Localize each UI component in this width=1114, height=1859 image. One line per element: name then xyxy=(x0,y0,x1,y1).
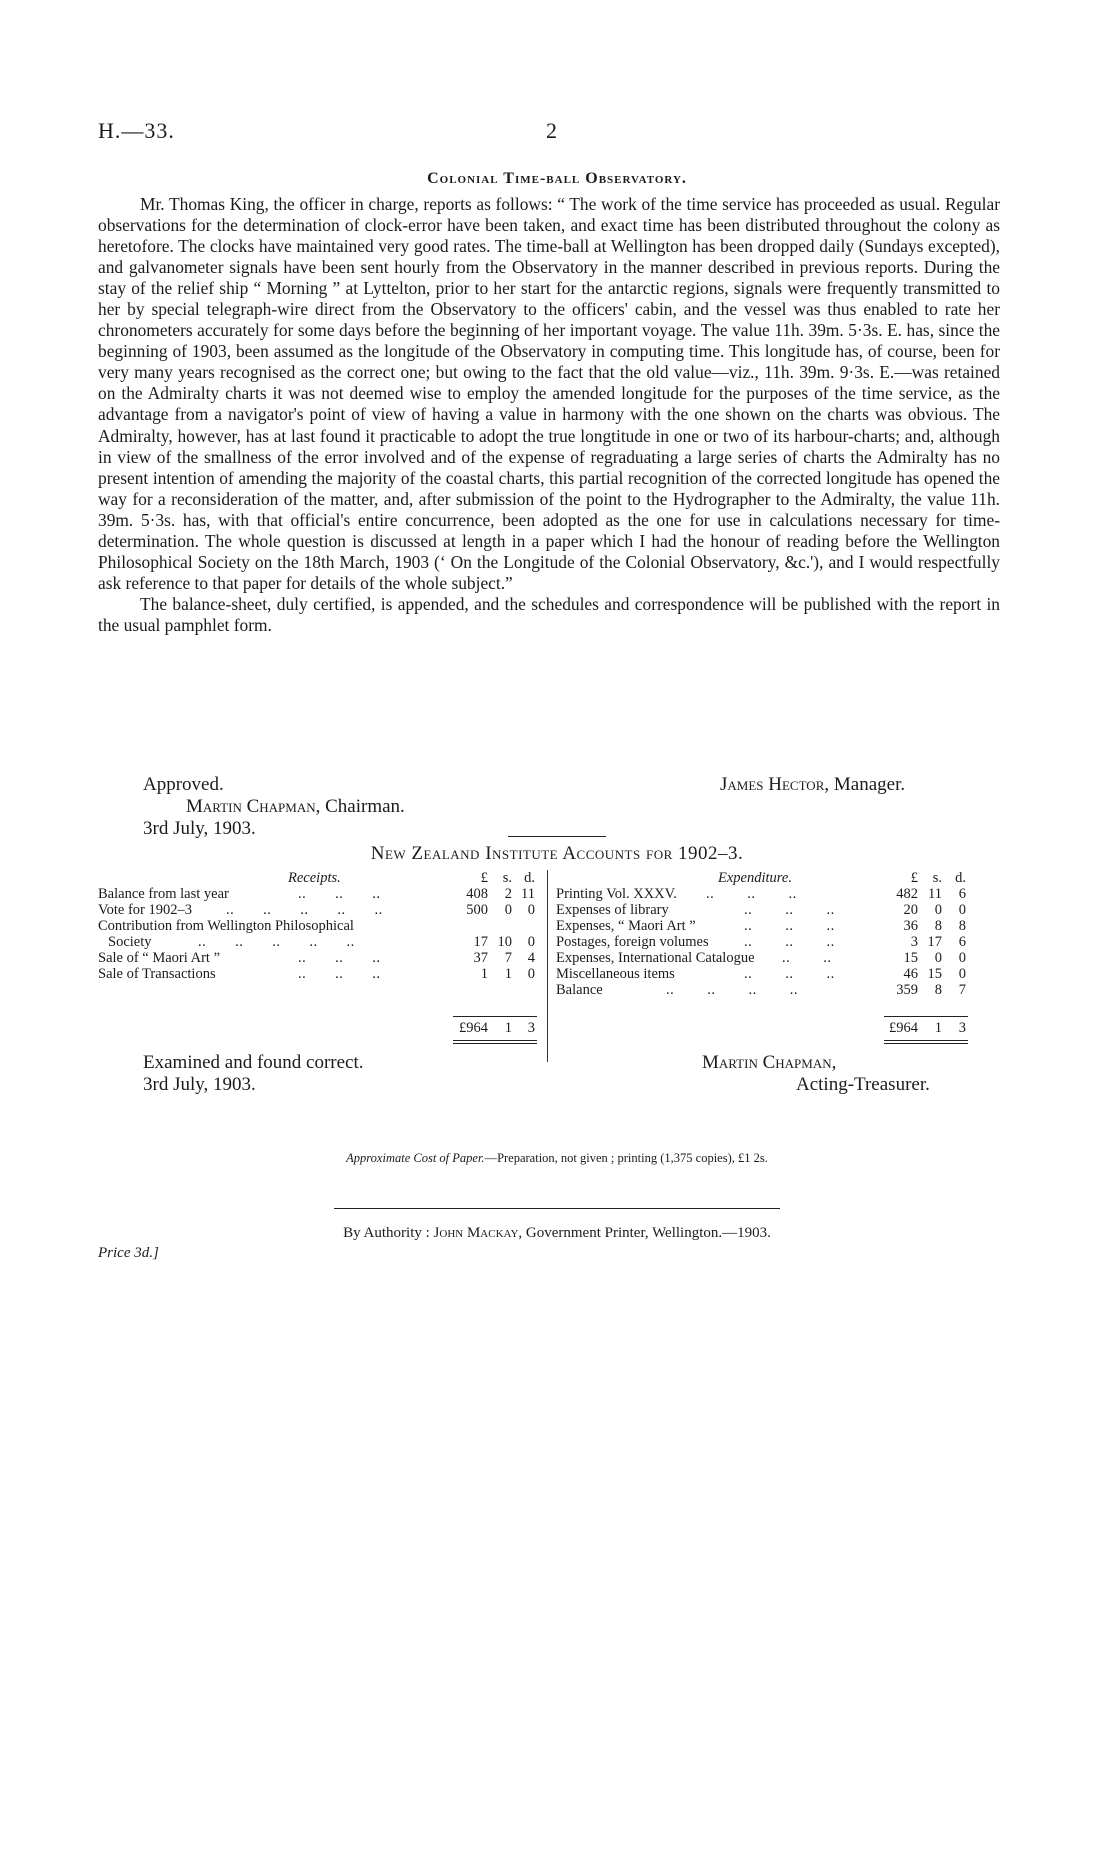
approved-label: Approved. xyxy=(143,774,224,795)
examined-label: Examined and found correct. xyxy=(143,1052,364,1073)
receipts-header-row xyxy=(98,870,548,886)
cost-text: —Preparation, not given ; printing (1,375 copies), £1 2s. xyxy=(484,1151,768,1165)
expenditure-pence: 7 xyxy=(958,982,966,998)
receipt-shillings: 0 xyxy=(504,902,512,918)
table-row xyxy=(556,918,1006,934)
expenditure-pounds: 15 xyxy=(903,950,918,966)
receipts-total-row xyxy=(98,1020,548,1036)
expenditure-total-row xyxy=(556,1020,1006,1036)
leader-dots: .. .. .. xyxy=(744,934,835,950)
title-rule xyxy=(508,836,606,837)
double-rule-top xyxy=(884,1040,968,1041)
expenditure-label: Expenses, International Catalogue xyxy=(556,950,755,966)
expenditure-pounds: 20 xyxy=(903,902,918,918)
expenditure-shillings: 11 xyxy=(928,886,942,902)
shillings-header: s. xyxy=(932,870,942,886)
receipt-pounds: 500 xyxy=(466,902,488,918)
receipt-label: Sale of Transactions xyxy=(98,966,216,982)
column-divider xyxy=(547,870,548,1062)
expenditure-label: Expenses, “ Maori Art ” xyxy=(556,918,696,934)
accounts-table xyxy=(98,870,1003,1060)
chairman-signature xyxy=(186,796,405,818)
expenditure-pounds: 36 xyxy=(903,918,918,934)
leader-dots: .. .. .. xyxy=(298,950,381,966)
receipt-pence: 0 xyxy=(527,902,535,918)
expenditure-pence: 6 xyxy=(958,934,966,950)
leader-dots: .. .. .. xyxy=(298,966,381,982)
expenditure-total-pounds: £964 xyxy=(889,1020,918,1036)
treasurer-name: Martin Chapman, xyxy=(702,1052,837,1073)
receipt-pence: 0 xyxy=(527,966,535,982)
expenditure-total-pence: 3 xyxy=(958,1020,966,1036)
expenditure-shillings: 15 xyxy=(927,966,942,982)
pence-header: d. xyxy=(955,870,966,886)
leader-dots: .. .. .. xyxy=(744,966,835,982)
footer-rule xyxy=(334,1208,780,1209)
receipt-label: Vote for 1902–3 xyxy=(98,902,192,918)
table-row xyxy=(98,918,548,934)
double-rule-top xyxy=(453,1040,537,1041)
expenditure-header-row xyxy=(556,870,1006,886)
table-row xyxy=(98,902,548,918)
expenditure-pence: 0 xyxy=(958,966,966,982)
paper-cost-note xyxy=(0,1151,1114,1166)
expenditure-pounds: 46 xyxy=(903,966,918,982)
expenditure-label: Printing Vol. XXXV. xyxy=(556,886,677,902)
receipts-total-shillings: 1 xyxy=(504,1020,512,1036)
expenditure-shillings: 17 xyxy=(927,934,942,950)
leader-dots: .. .. .. xyxy=(706,886,797,902)
authority-suffix: , Government Printer, Wellington.—1903. xyxy=(518,1225,771,1241)
manager-name: James Hector xyxy=(720,774,825,795)
leader-dots: .. .. xyxy=(782,950,832,966)
receipt-label: Balance from last year xyxy=(98,886,229,902)
table-row xyxy=(98,934,548,950)
pence-header: d. xyxy=(524,870,535,886)
cost-label: Approximate Cost of Paper. xyxy=(346,1151,485,1165)
receipt-label: Society xyxy=(108,934,152,950)
leader-dots: .. .. .. .. .. xyxy=(198,934,355,950)
receipt-shillings: 7 xyxy=(504,950,512,966)
expenditure-shillings: 8 xyxy=(934,982,942,998)
receipt-pence: 11 xyxy=(521,886,535,902)
chairman-title: , Chairman. xyxy=(315,796,405,817)
expenditure-label: Miscellaneous items xyxy=(556,966,675,982)
receipt-label: Contribution from Wellington Philosophical xyxy=(98,918,354,934)
price-label: Price 3d.] xyxy=(98,1245,159,1261)
shillings-header: s. xyxy=(502,870,512,886)
treasurer-title: Acting-Treasurer. xyxy=(796,1074,930,1095)
table-row xyxy=(556,950,1006,966)
receipts-total-pence: 3 xyxy=(527,1020,535,1036)
expenditure-pence: 0 xyxy=(958,950,966,966)
expenditure-pounds: 359 xyxy=(896,982,918,998)
expenditure-pence: 6 xyxy=(958,886,966,902)
table-row xyxy=(98,886,548,902)
total-rule xyxy=(453,1016,537,1017)
pounds-header: £ xyxy=(910,870,918,886)
expenditure-shillings: 0 xyxy=(934,902,942,918)
expenditure-shillings: 8 xyxy=(934,918,942,934)
receipt-pounds: 1 xyxy=(480,966,488,982)
receipt-pounds: 408 xyxy=(466,886,488,902)
expenditure-pounds: 3 xyxy=(910,934,918,950)
table-row xyxy=(556,902,1006,918)
authority-prefix: By Authority : xyxy=(343,1225,434,1241)
table-row xyxy=(98,966,548,982)
printer-authority xyxy=(0,1225,1114,1242)
accounts-title: New Zealand Institute Accounts for 1902–3. xyxy=(370,843,744,864)
table-row xyxy=(98,950,548,966)
receipt-pounds: 17 xyxy=(473,934,488,950)
expenditure-total-shillings: 1 xyxy=(934,1020,942,1036)
document-reference: H.—33. xyxy=(98,118,175,143)
receipts-total-pounds: £964 xyxy=(459,1020,488,1036)
expenditure-pence: 0 xyxy=(958,902,966,918)
examined-date: 3rd July, 1903. xyxy=(143,1074,256,1095)
table-row xyxy=(556,934,1006,950)
leader-dots: .. .. .. .. .. xyxy=(226,902,383,918)
receipt-pence: 0 xyxy=(527,934,535,950)
receipts-heading: Receipts. xyxy=(288,870,341,886)
manager-title: , Manager. xyxy=(824,774,906,795)
table-row xyxy=(556,982,1006,998)
receipt-label: Sale of “ Maori Art ” xyxy=(98,950,221,966)
receipt-pence: 4 xyxy=(527,950,535,966)
expenditure-pounds: 482 xyxy=(896,886,918,902)
expenditure-heading: Expenditure. xyxy=(718,870,792,886)
chairman-name: Martin Chapman xyxy=(186,796,316,817)
leader-dots: .. .. .. xyxy=(744,902,835,918)
expenditure-pence: 8 xyxy=(958,918,966,934)
total-rule xyxy=(884,1016,968,1017)
leader-dots: .. .. .. .. xyxy=(666,982,798,998)
printer-name: John Mackay xyxy=(433,1225,519,1241)
section-title: Colonial Time-ball Observatory. xyxy=(427,170,687,187)
receipt-shillings: 10 xyxy=(497,934,512,950)
balance-sheet-paragraph: The balance-sheet, duly certified, is appended, and the schedules and correspondence will be published with the report in the usual pamphlet form. xyxy=(98,593,1000,635)
double-rule-bottom xyxy=(884,1043,968,1044)
pounds-header: £ xyxy=(480,870,488,886)
expenditure-label: Expenses of library xyxy=(556,902,669,918)
receipt-pounds: 37 xyxy=(473,950,488,966)
approval-date: 3rd July, 1903. xyxy=(143,818,256,839)
table-row xyxy=(556,966,1006,982)
table-row xyxy=(556,886,1006,902)
report-paragraph: Mr. Thomas King, the officer in charge, reports as follows: “ The work of the time service has proceeded as usual. Regular observations for the determination of clock-error have been taken, and exact time has been distributed throughout the colony as heretofore. The clocks have maintained very good rates. The time-ball at Wellington has been dropped daily (Sundays excepted), and galvanometer signals have been sent hourly from the Observatory in the manner described in previous reports. During the stay of the relief ship “ Morning ” at Lyttelton, prior to her start for the antarctic regions, signals were frequently transmitted to her by special telegraph-wire direct from the Observatory to the officers' cabin, and the vessel was thus enabled to rate her chronometers accurately for some days before the beginning of her important voyage. The value 11h. 39m. 5·3s. E. has, since the beginning of 1903, been assumed as the longitude of the Observatory in computing time. This longitude has, of course, been for very many years recognised as the correct one; but owing to the fact that the old value—viz., 11h. 39m. 9·3s. E.—was retained on the Admiralty charts it was not deemed wise to employ the amended longitude for the purposes of the time service, as the advantage from a navigator's point of view of having a value in harmony with the one shown on the charts was obvious. The Admiralty, however, has at last found it practicable to adopt the true longtitude in one or two of its harbour-charts; and, although in view of the smallness of the error involved and of the expense of regraduating a large series of charts the Admiralty has no present intention of amending the majority of the coastal charts, this partial recognition of the corrected longitude has opened the way for a reconsideration of the matter, and, after submission of the point to the Hydrographer to the Admiralty, the value 11h. 39m. 5·3s. has, with that official's entire concurrence, been adopted as the one for use in calculations necessary for time-determination. The whole question is discussed at length in a paper which I had the honour of reading before the Wellington Philosophical Society on the 18th March, 1903 (‘ On the Longitude of the Colonial Observatory, &c.'), and I would respectfully ask reference to that paper for details of the whole subject.” xyxy=(98,194,1000,593)
double-rule-bottom xyxy=(453,1043,537,1044)
leader-dots: .. .. .. xyxy=(744,918,835,934)
report-body xyxy=(98,194,1000,636)
page-number: 2 xyxy=(546,118,557,143)
receipt-shillings: 2 xyxy=(504,886,512,902)
leader-dots: .. .. .. xyxy=(298,886,381,902)
expenditure-label: Postages, foreign volumes xyxy=(556,934,709,950)
expenditure-shillings: 0 xyxy=(934,950,942,966)
expenditure-label: Balance xyxy=(556,982,603,998)
receipt-shillings: 1 xyxy=(504,966,512,982)
manager-signature xyxy=(720,774,905,796)
